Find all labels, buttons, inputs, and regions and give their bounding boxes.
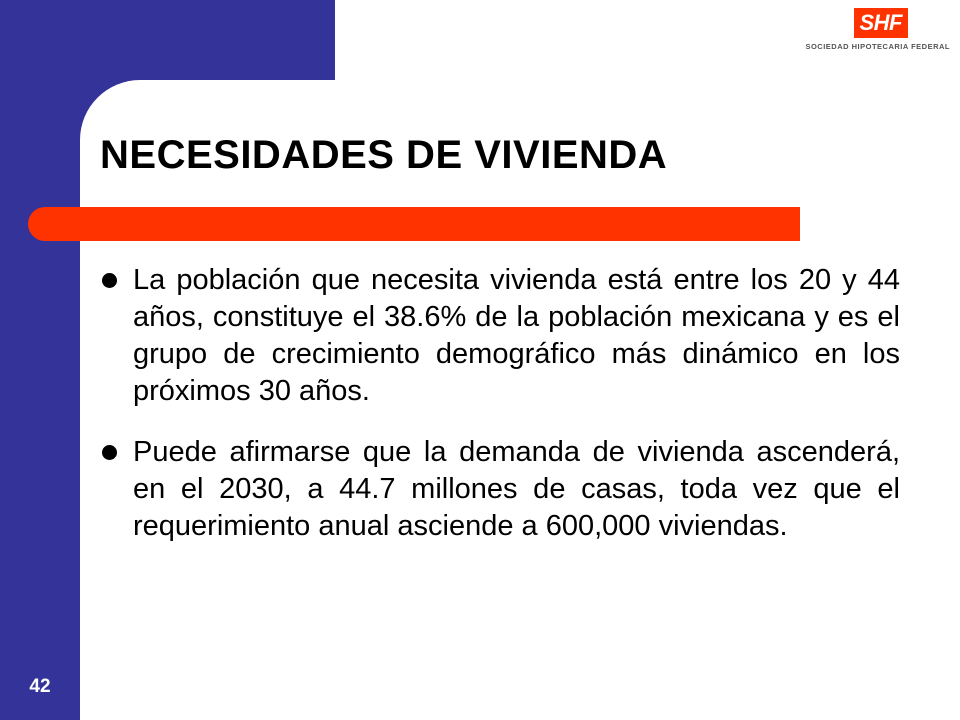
logo-caption: SOCIEDAD HIPOTECARIA FEDERAL <box>805 42 950 51</box>
logo-mark: SHF <box>854 8 909 38</box>
bullet-dot-icon <box>102 445 117 460</box>
left-blue-band <box>0 0 80 720</box>
title-underline-bar <box>28 207 800 241</box>
slide-title: NECESIDADES DE VIVIENDA <box>100 133 668 177</box>
bullet-text: La población que necesita vivienda está entre los 20 y 44 años, constituye el 38.6% de la población mexicana y es el grupo de crecimiento demográfico más dinámico en los próximos 30 años. <box>133 264 900 407</box>
bullet-item <box>100 434 900 545</box>
bullet-text: Puede afirmarse que la demanda de vivienda ascenderá, en el 2030, a 44.7 millones de casas, toda vez que el requerimiento anual asciende a 600,000 viviendas. <box>133 436 900 542</box>
bullet-list <box>100 262 900 569</box>
bullet-item <box>100 262 900 410</box>
shf-logo <box>770 8 950 58</box>
top-blue-band <box>0 0 335 80</box>
page-number: 42 <box>29 676 51 697</box>
bullet-dot-icon <box>102 273 117 288</box>
